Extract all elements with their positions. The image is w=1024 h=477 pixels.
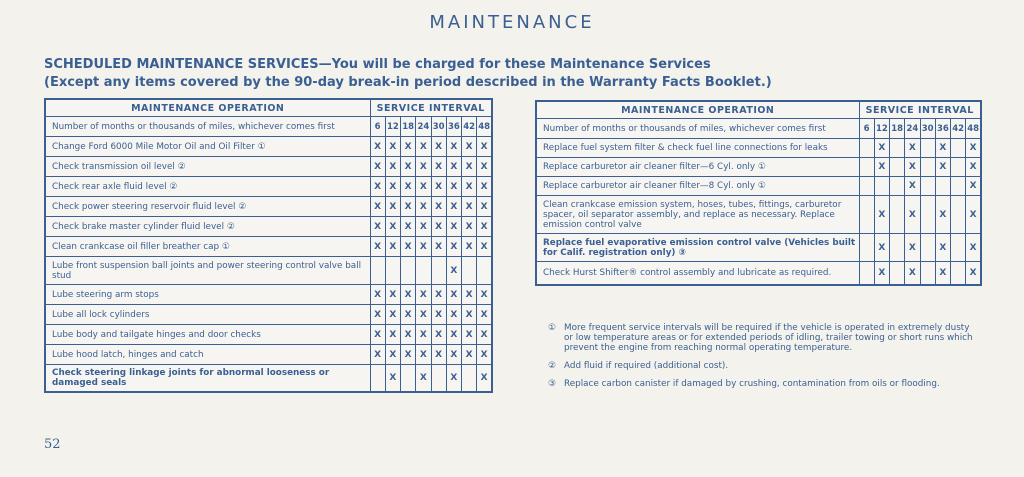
interval-cell: X: [370, 325, 385, 345]
operation-cell: Lube front suspension ball joints and power steering control valve ball stud: [45, 257, 370, 285]
months-label: Number of months or thousands of miles, whichever comes first: [45, 117, 370, 137]
interval-cell: [401, 257, 416, 285]
right-maintenance-table: [535, 100, 982, 286]
footnote-mark: ③: [548, 379, 556, 389]
operation-cell: Lube all lock cylinders: [45, 305, 370, 325]
interval-cell: X: [966, 177, 981, 196]
interval-cell: X: [446, 237, 461, 257]
interval-cell: X: [477, 137, 492, 157]
interval-cell: X: [874, 158, 889, 177]
interval-cell: [935, 177, 950, 196]
interval-cell: X: [385, 197, 400, 217]
interval-cell: X: [385, 345, 400, 365]
interval-value: 24: [905, 119, 920, 139]
interval-value: 12: [874, 119, 889, 139]
table-row: [536, 139, 981, 158]
interval-cell: X: [385, 137, 400, 157]
interval-row: [45, 117, 492, 137]
interval-cell: X: [431, 157, 446, 177]
footnote: [548, 323, 978, 353]
footnote-text: Add fluid if required (additional cost).: [564, 361, 729, 371]
operation-cell: Check Hurst Shifter® control assembly and lubricate as required.: [536, 262, 859, 285]
table-row: [536, 262, 981, 285]
section-heading: SCHEDULED MAINTENANCE SERVICES—You will be charged for these Maintenance Services: [44, 57, 711, 72]
interval-cell: X: [370, 197, 385, 217]
interval-cell: X: [370, 177, 385, 197]
interval-cell: [920, 262, 935, 285]
interval-cell: X: [446, 177, 461, 197]
interval-cell: X: [446, 345, 461, 365]
interval-cell: [951, 196, 966, 234]
interval-value: 6: [859, 119, 874, 139]
interval-cell: [859, 196, 874, 234]
interval-cell: X: [385, 157, 400, 177]
interval-cell: X: [401, 285, 416, 305]
footnote: [548, 361, 978, 371]
interval-cell: X: [401, 325, 416, 345]
interval-cell: X: [462, 217, 477, 237]
interval-cell: X: [966, 139, 981, 158]
interval-cell: X: [401, 237, 416, 257]
interval-value: 42: [951, 119, 966, 139]
interval-cell: X: [905, 196, 920, 234]
interval-cell: X: [431, 237, 446, 257]
interval-cell: X: [446, 285, 461, 305]
interval-value: 6: [370, 117, 385, 137]
table-row: [536, 158, 981, 177]
interval-cell: X: [385, 237, 400, 257]
interval-cell: X: [385, 177, 400, 197]
interval-cell: X: [874, 234, 889, 262]
interval-cell: X: [401, 345, 416, 365]
interval-header: SERVICE INTERVAL: [370, 99, 492, 117]
table-row: [536, 177, 981, 196]
interval-cell: X: [905, 158, 920, 177]
interval-cell: X: [446, 305, 461, 325]
interval-cell: X: [935, 234, 950, 262]
interval-cell: [370, 365, 385, 392]
interval-cell: [951, 139, 966, 158]
months-label: Number of months or thousands of miles, whichever comes first: [536, 119, 859, 139]
interval-cell: X: [370, 217, 385, 237]
operation-cell: Replace fuel evaporative emission control valve (Vehicles built for Calif. registration only) ③: [536, 234, 859, 262]
table-row: [536, 234, 981, 262]
interval-cell: X: [462, 285, 477, 305]
interval-cell: [462, 365, 477, 392]
interval-cell: X: [416, 177, 431, 197]
interval-cell: [920, 139, 935, 158]
table-row: [45, 365, 492, 392]
interval-value: 30: [431, 117, 446, 137]
interval-cell: X: [385, 365, 400, 392]
table-row: [45, 137, 492, 157]
interval-cell: X: [477, 345, 492, 365]
page-title: MAINTENANCE: [429, 12, 595, 33]
interval-cell: [890, 139, 905, 158]
interval-cell: X: [431, 177, 446, 197]
interval-cell: X: [416, 305, 431, 325]
interval-cell: X: [966, 196, 981, 234]
interval-cell: X: [446, 157, 461, 177]
interval-cell: X: [462, 345, 477, 365]
footnote-mark: ②: [548, 361, 556, 371]
page-number: 52: [44, 437, 61, 452]
interval-cell: [890, 234, 905, 262]
table-row: [45, 305, 492, 325]
interval-cell: X: [446, 257, 461, 285]
interval-cell: X: [401, 157, 416, 177]
left-maintenance-table: [44, 98, 493, 393]
interval-cell: [431, 365, 446, 392]
interval-cell: X: [431, 305, 446, 325]
interval-cell: [920, 234, 935, 262]
operation-cell: Clean crankcase oil filler breather cap ①: [45, 237, 370, 257]
interval-cell: X: [370, 285, 385, 305]
interval-value: 18: [401, 117, 416, 137]
interval-cell: X: [935, 262, 950, 285]
interval-cell: X: [431, 285, 446, 305]
interval-cell: [951, 262, 966, 285]
operation-cell: Replace carburetor air cleaner filter—8 Cyl. only ①: [536, 177, 859, 196]
interval-cell: [859, 158, 874, 177]
interval-cell: X: [401, 177, 416, 197]
interval-cell: X: [462, 177, 477, 197]
interval-value: 36: [935, 119, 950, 139]
interval-cell: X: [874, 262, 889, 285]
interval-cell: [401, 365, 416, 392]
interval-value: 30: [920, 119, 935, 139]
interval-value: 18: [890, 119, 905, 139]
table-row: [45, 257, 492, 285]
interval-cell: X: [416, 365, 431, 392]
interval-cell: [920, 196, 935, 234]
interval-cell: X: [416, 325, 431, 345]
interval-cell: X: [477, 177, 492, 197]
interval-cell: X: [431, 137, 446, 157]
interval-cell: X: [431, 345, 446, 365]
table-row: [45, 237, 492, 257]
interval-cell: X: [874, 196, 889, 234]
table-row: [45, 345, 492, 365]
interval-cell: X: [446, 217, 461, 237]
interval-cell: [890, 177, 905, 196]
interval-cell: X: [462, 157, 477, 177]
interval-cell: X: [401, 197, 416, 217]
interval-cell: X: [462, 325, 477, 345]
interval-cell: [477, 257, 492, 285]
interval-cell: X: [431, 197, 446, 217]
interval-cell: X: [905, 139, 920, 158]
table-row: [45, 285, 492, 305]
interval-cell: [431, 257, 446, 285]
interval-row: [536, 119, 981, 139]
interval-cell: [890, 196, 905, 234]
interval-cell: X: [431, 217, 446, 237]
operation-cell: Clean crankcase emission system, hoses, tubes, fittings, carburetor spacer, oil separator assembly, and replace as necessary. Replace emission control valve: [536, 196, 859, 234]
interval-cell: X: [446, 325, 461, 345]
interval-cell: [370, 257, 385, 285]
interval-cell: X: [477, 237, 492, 257]
interval-cell: X: [370, 237, 385, 257]
interval-cell: X: [446, 137, 461, 157]
footnote: [548, 379, 978, 389]
interval-cell: X: [966, 158, 981, 177]
section-subheading: (Except any items covered by the 90-day break-in period described in the Warranty Facts Booklet.): [44, 75, 772, 90]
interval-cell: X: [477, 285, 492, 305]
interval-cell: X: [966, 234, 981, 262]
interval-cell: [951, 158, 966, 177]
interval-cell: [951, 234, 966, 262]
interval-value: 48: [966, 119, 981, 139]
interval-cell: X: [416, 197, 431, 217]
operation-header: MAINTENANCE OPERATION: [45, 99, 370, 117]
interval-cell: X: [935, 158, 950, 177]
interval-cell: X: [477, 157, 492, 177]
interval-cell: X: [431, 325, 446, 345]
table-row: [45, 157, 492, 177]
table-row: [536, 196, 981, 234]
interval-cell: X: [462, 237, 477, 257]
interval-cell: X: [401, 137, 416, 157]
interval-cell: X: [416, 285, 431, 305]
interval-cell: [951, 177, 966, 196]
footnote-text: Replace carbon canister if damaged by crushing, contamination from oils or flooding.: [564, 379, 940, 389]
interval-cell: [859, 139, 874, 158]
interval-value: 42: [462, 117, 477, 137]
interval-cell: X: [477, 197, 492, 217]
interval-cell: X: [416, 237, 431, 257]
interval-cell: X: [385, 285, 400, 305]
interval-cell: X: [416, 217, 431, 237]
interval-cell: X: [874, 139, 889, 158]
interval-cell: X: [477, 217, 492, 237]
interval-cell: X: [385, 217, 400, 237]
interval-header: SERVICE INTERVAL: [859, 101, 981, 119]
interval-cell: X: [370, 305, 385, 325]
interval-cell: X: [446, 197, 461, 217]
interval-cell: X: [477, 305, 492, 325]
footnote-text: More frequent service intervals will be required if the vehicle is operated in extremely dusty or low temperature areas or for extended periods of idling, trailer towing or short runs which prevent the engine from reaching normal operating temperature.: [564, 323, 973, 353]
interval-cell: X: [416, 345, 431, 365]
interval-cell: X: [416, 157, 431, 177]
interval-cell: X: [370, 137, 385, 157]
interval-cell: X: [462, 137, 477, 157]
interval-cell: X: [935, 196, 950, 234]
interval-cell: [416, 257, 431, 285]
interval-value: 36: [446, 117, 461, 137]
interval-cell: X: [401, 305, 416, 325]
operation-cell: Lube body and tailgate hinges and door checks: [45, 325, 370, 345]
interval-cell: X: [462, 305, 477, 325]
interval-cell: [890, 262, 905, 285]
interval-cell: [859, 262, 874, 285]
interval-cell: [859, 177, 874, 196]
interval-cell: X: [401, 217, 416, 237]
interval-cell: [920, 177, 935, 196]
operation-cell: Check power steering reservoir fluid level ②: [45, 197, 370, 217]
interval-cell: [859, 234, 874, 262]
table-row: [45, 177, 492, 197]
operation-cell: Check rear axle fluid level ②: [45, 177, 370, 197]
interval-cell: X: [416, 137, 431, 157]
interval-cell: [890, 158, 905, 177]
interval-cell: X: [935, 139, 950, 158]
operation-cell: Replace fuel system filter & check fuel line connections for leaks: [536, 139, 859, 158]
interval-value: 12: [385, 117, 400, 137]
interval-cell: X: [385, 325, 400, 345]
operation-cell: Change Ford 6000 Mile Motor Oil and Oil Filter ①: [45, 137, 370, 157]
interval-cell: X: [477, 325, 492, 345]
interval-cell: X: [370, 157, 385, 177]
footnotes: [548, 323, 978, 397]
interval-cell: X: [477, 365, 492, 392]
operation-header: MAINTENANCE OPERATION: [536, 101, 859, 119]
operation-cell: Replace carburetor air cleaner filter—6 Cyl. only ①: [536, 158, 859, 177]
interval-cell: X: [905, 177, 920, 196]
interval-value: 24: [416, 117, 431, 137]
interval-cell: X: [966, 262, 981, 285]
operation-cell: Lube hood latch, hinges and catch: [45, 345, 370, 365]
interval-value: 48: [477, 117, 492, 137]
interval-cell: X: [370, 345, 385, 365]
interval-cell: [385, 257, 400, 285]
footnote-mark: ①: [548, 323, 556, 333]
operation-cell: Check brake master cylinder fluid level ②: [45, 217, 370, 237]
interval-cell: X: [446, 365, 461, 392]
operation-cell: Check steering linkage joints for abnormal looseness or damaged seals: [45, 365, 370, 392]
table-row: [45, 217, 492, 237]
table-row: [45, 197, 492, 217]
table-row: [45, 325, 492, 345]
interval-cell: X: [905, 234, 920, 262]
interval-cell: X: [905, 262, 920, 285]
interval-cell: [874, 177, 889, 196]
interval-cell: X: [462, 197, 477, 217]
interval-cell: [462, 257, 477, 285]
operation-cell: Check transmission oil level ②: [45, 157, 370, 177]
interval-cell: X: [385, 305, 400, 325]
operation-cell: Lube steering arm stops: [45, 285, 370, 305]
interval-cell: [920, 158, 935, 177]
